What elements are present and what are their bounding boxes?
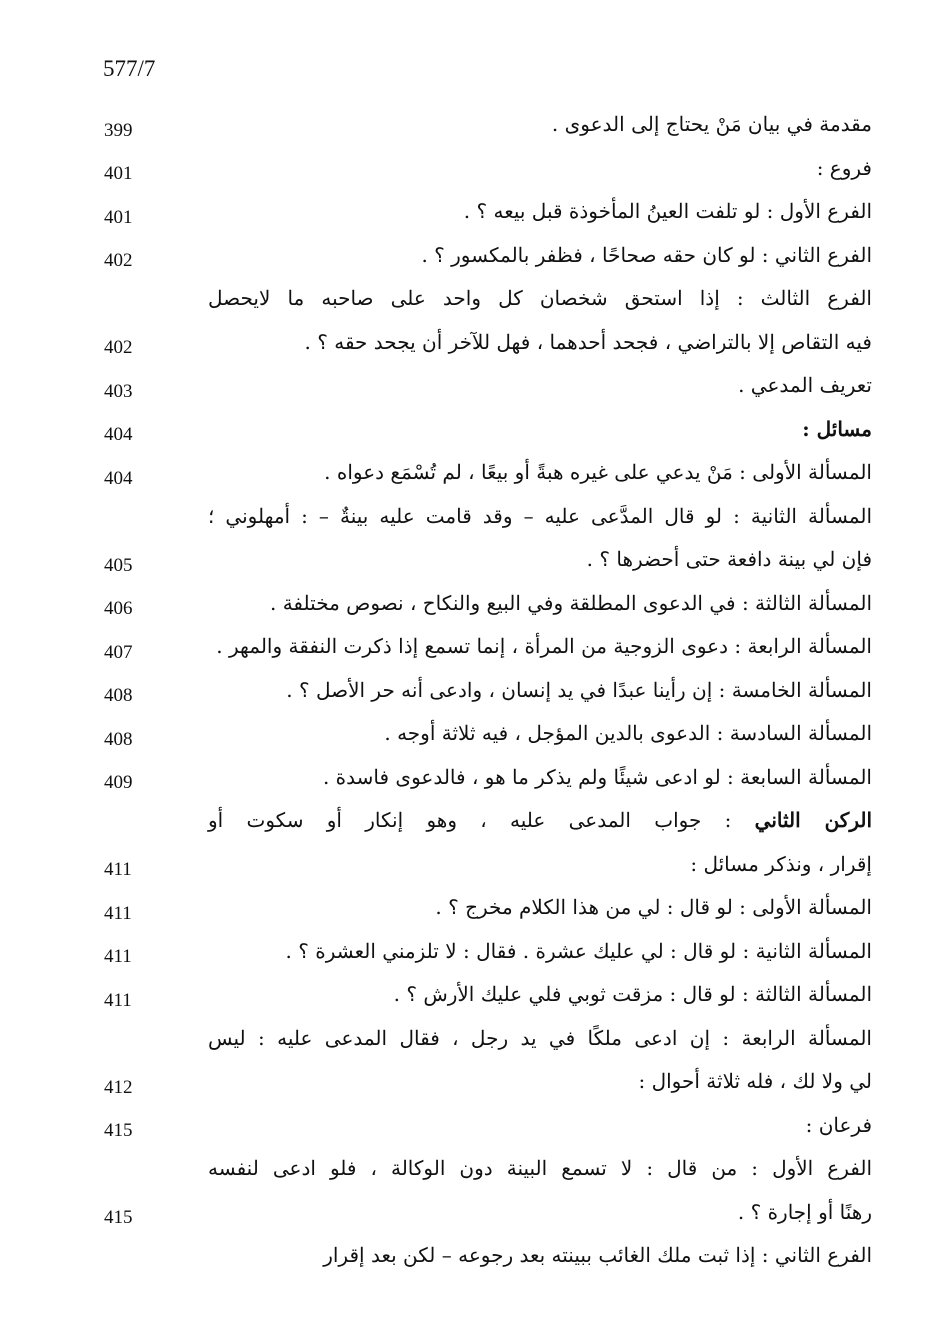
toc-line: [100, 1061, 872, 1105]
toc-line: [100, 1235, 872, 1279]
toc-entry: [100, 496, 872, 583]
toc-entry-label: المسألة الثالثة: [755, 982, 872, 1006]
toc-entry: [100, 148, 872, 192]
toc-entry-label: المسألة الأولى: [752, 460, 872, 484]
toc-entry-text: [286, 675, 872, 705]
toc-entry-title: : لو قال : مزقت ثوبي فلي عليك الأرش ؟ .: [393, 982, 756, 1006]
toc-entry-title: : لو قال : لي عليك عشرة . فقال : لا تلزمني العشرة ؟ .: [285, 938, 756, 963]
toc-entry-title: فروع :: [816, 155, 872, 180]
toc-entry: [100, 1235, 872, 1279]
toc-entry-title: : إذا استحق شخصان كل واحد على صاحبه ما لايحصل: [208, 286, 761, 310]
toc-entry-text: [270, 588, 872, 618]
toc-entry-title: تعريف المدعي .: [738, 373, 872, 397]
toc-entry-label: المسألة الثانية: [750, 503, 872, 528]
toc-entry-title: : الدعوى بالدين المؤجل ، فيه ثلاثة أوجه .: [384, 721, 730, 745]
toc-entry-label: المسألة الرابعة: [741, 1025, 872, 1050]
toc-entry-text: [208, 283, 872, 313]
toc-page-number: 411: [104, 859, 132, 880]
toc-entry: [100, 887, 872, 931]
toc-entry-text: [817, 153, 872, 183]
toc-page-number: 404: [104, 424, 133, 445]
toc-entry: [100, 1105, 872, 1149]
toc-line: [100, 800, 872, 844]
toc-entry-label: المسألة الثانية: [755, 938, 872, 963]
toc-line: [100, 887, 872, 931]
toc-page-number: 403: [104, 380, 133, 402]
toc-line: [100, 322, 872, 366]
toc-entry-title: : من قال : لا تسمع البينة دون الوكالة ، فلو ادعى لنفسه: [208, 1156, 773, 1180]
toc-entry-text: [305, 327, 872, 357]
toc-line: [100, 278, 872, 322]
toc-line: [100, 409, 872, 453]
toc-line: [100, 365, 872, 409]
toc-entry: [100, 1018, 872, 1105]
toc-entry-text: [738, 1197, 872, 1227]
toc-entry-title: : إن ادعى ملكًا في يد رجل ، فقال المدعى عليه : ليس: [208, 1025, 742, 1050]
toc-line: [100, 713, 872, 757]
table-of-contents: [100, 104, 872, 1279]
toc-line: [100, 539, 872, 583]
toc-entry-text: [323, 1240, 872, 1270]
toc-line: [100, 583, 872, 627]
toc-entry-title: : جواب المدعى عليه ، وهو إنكار أو سكوت أو: [208, 808, 755, 832]
toc-line: [100, 496, 872, 540]
toc-entry: [100, 365, 872, 409]
toc-line: [100, 670, 872, 714]
toc-line: [100, 148, 872, 192]
toc-page-number: 412: [104, 1076, 133, 1098]
toc-entry-text: [587, 544, 872, 574]
toc-entry-label: الركن الثاني: [754, 808, 872, 832]
toc-entry-title: : في الدعوى المطلقة وفي البيع والنكاح ، نصوص مختلفة .: [269, 590, 756, 615]
toc-entry-label: المسألة الخامسة: [731, 677, 872, 702]
toc-entry: [100, 670, 872, 714]
toc-page-number: 411: [104, 946, 132, 967]
toc-entry: [100, 757, 872, 801]
toc-entry-text: [806, 1110, 872, 1140]
toc-entry-title: : لو كان حقه صحاحًا ، فظفر بالمكسور ؟ .: [421, 242, 775, 267]
toc-entry: [100, 931, 872, 975]
toc-entry-text: [323, 762, 872, 792]
toc-entry: [100, 278, 872, 365]
toc-entry: [100, 191, 872, 235]
toc-line: [100, 1148, 872, 1192]
toc-entry: [100, 583, 872, 627]
toc-page-number: 402: [104, 250, 133, 271]
toc-entry-text: [216, 631, 872, 661]
toc-entry-title: مقدمة في بيان مَنْ يحتاج إلى الدعوى .: [551, 112, 872, 136]
toc-line: [100, 191, 872, 235]
toc-entry-label: المسألة السادسة: [729, 721, 872, 745]
toc-page-number: 401: [104, 163, 133, 184]
toc-entry-label: المسألة الثالثة: [755, 590, 872, 615]
toc-page-number: 415: [104, 1120, 133, 1141]
toc-entry-text: [738, 370, 872, 400]
toc-entry-text: [638, 1066, 872, 1096]
toc-entry-text: [421, 240, 872, 270]
toc-entry-label: الفرع الثالث: [760, 286, 872, 310]
toc-entry-text: [464, 196, 872, 226]
toc-entry-label: المسألة الرابعة: [747, 634, 872, 658]
toc-page-number: 409: [104, 772, 133, 793]
toc-line: [100, 844, 872, 888]
toc-entry-text: [324, 457, 872, 487]
toc-entry-title: : إن رأينا عبدًا في يد إنسان ، وادعى أنه حر الأصل ؟ .: [286, 677, 732, 702]
toc-entry: [100, 800, 872, 887]
toc-line: [100, 104, 872, 148]
toc-page-number: 401: [104, 206, 133, 228]
toc-entry-title: لي ولا لك ، فله ثلاثة أحوال :: [638, 1069, 872, 1093]
toc-line: [100, 626, 872, 670]
toc-line: [100, 1192, 872, 1236]
toc-line: [100, 757, 872, 801]
toc-entry: [100, 626, 872, 670]
toc-entry: [100, 409, 872, 453]
toc-page-number: 405: [104, 554, 133, 576]
toc-entry-text: [435, 892, 872, 922]
toc-page-number: 402: [104, 337, 133, 358]
toc-line: [100, 1105, 872, 1149]
toc-entry-text: [802, 414, 872, 444]
toc-entry-title: إقرار ، ونذكر مسائل :: [690, 851, 872, 876]
toc-line: [100, 974, 872, 1018]
toc-entry: [100, 104, 872, 148]
toc-entry-label: المسألة السابعة: [740, 764, 872, 789]
toc-entry-text: [208, 805, 872, 835]
toc-entry: [100, 452, 872, 496]
toc-entry-text: [394, 979, 872, 1009]
toc-page-number: 411: [104, 902, 132, 924]
toc-entry-title: : إذا ثبت ملك الغائب ببينته بعد رجوعه – لكن بعد إقرار: [323, 1243, 775, 1267]
toc-page-number: 408: [104, 685, 133, 706]
page-reference: 577/7: [103, 56, 156, 81]
toc-entry-text: [208, 1153, 872, 1183]
toc-line: [100, 235, 872, 279]
toc-page-number: 407: [104, 641, 133, 663]
toc-entry-title: : لو قال : لي من هذا الكلام مخرج ؟ .: [435, 895, 753, 919]
toc-entry-label: الفرع الثاني: [774, 242, 872, 267]
toc-page-number: 408: [104, 728, 133, 750]
toc-line: [100, 931, 872, 975]
toc-entry-text: [208, 1023, 872, 1053]
toc-entry-label: الفرع الأول: [772, 1156, 873, 1180]
toc-entry-title: : لو تلفت العينُ المأخوذة قبل بيعه ؟ .: [463, 199, 780, 223]
toc-entry-text: [208, 501, 872, 531]
toc-page-number: 415: [104, 1207, 133, 1228]
toc-page-number: 404: [104, 467, 133, 489]
toc-entry-text: [552, 109, 872, 139]
toc-entry-title: فإن لي بينة دافعة حتى أحضرها ؟ .: [586, 547, 872, 571]
toc-entry: [100, 974, 872, 1018]
toc-page-number: 411: [104, 989, 132, 1011]
toc-entry-title: رهنًا أو إجارة ؟ .: [737, 1199, 872, 1224]
toc-entry-title: : مَنْ يدعي على غيره هبةً أو بيعًا ، لم تُسْمَع دعواه .: [324, 460, 753, 484]
toc-line: [100, 1018, 872, 1062]
toc-entry: [100, 1148, 872, 1235]
toc-entry-title: : لو ادعى شيئًا ولم يذكر ما هو ، فالدعوى فاسدة .: [322, 764, 741, 789]
toc-entry-label: الفرع الأول: [779, 199, 872, 223]
toc-entry: [100, 235, 872, 279]
toc-line: [100, 452, 872, 496]
toc-entry-text: [384, 718, 872, 748]
toc-entry-text: [690, 849, 872, 879]
toc-entry-title: فيه التقاص إلا بالتراضي ، فجحد أحدهما ، فهل للآخر أن يجحد حقه ؟ .: [304, 329, 872, 354]
toc-entry-label: المسألة الأولى: [752, 895, 872, 919]
toc-entry-title: فرعان :: [805, 1112, 872, 1137]
toc-entry-title: : لو قال المدَّعى عليه – وقد قامت عليه بينةٌ – : أمهلوني ؛: [208, 503, 751, 528]
toc-entry-title: : دعوى الزوجية من المرأة ، إنما تسمع إذا ذكرت النفقة والمهر .: [216, 634, 748, 658]
toc-entry: [100, 713, 872, 757]
toc-entry-label: مسائل :: [802, 416, 872, 441]
toc-page-number: 399: [104, 119, 133, 141]
toc-entry-text: [286, 936, 872, 966]
toc-page-number: 406: [104, 598, 133, 619]
toc-entry-label: الفرع الثاني: [774, 1243, 872, 1267]
